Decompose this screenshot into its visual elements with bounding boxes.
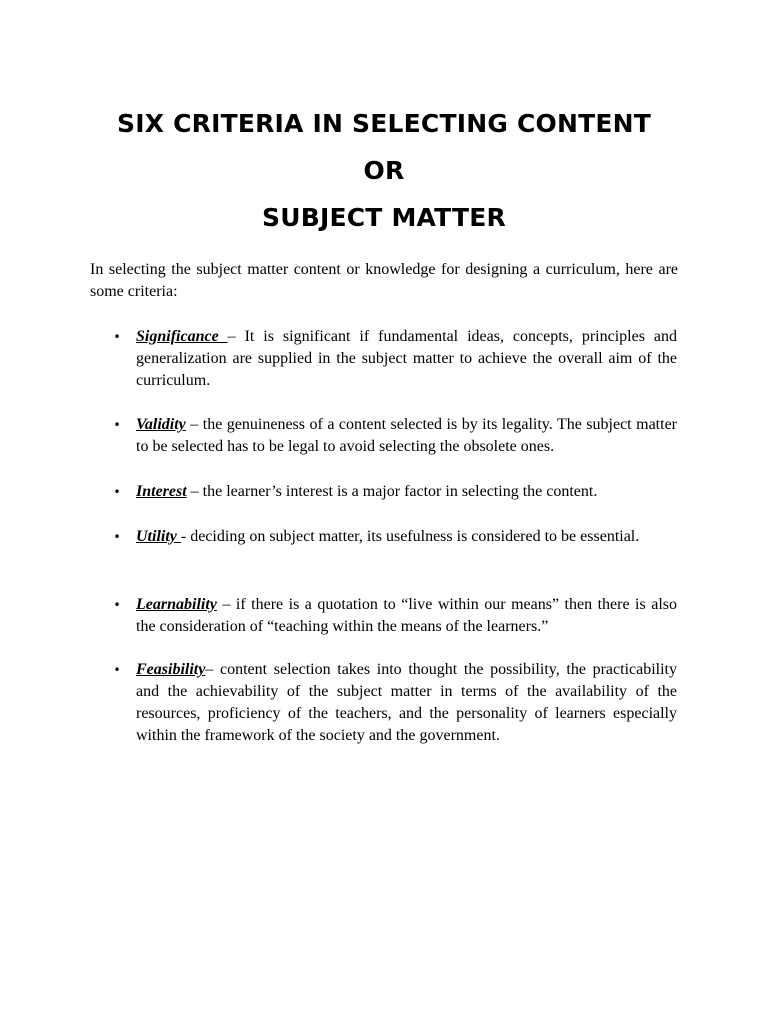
criterion-description: – It is significant if fundamental ideas, concepts, principles and generalization are supplied in the subject matter to achieve the overall aim of the curriculum. — [136, 328, 677, 389]
criterion-interest — [113, 481, 677, 503]
criterion-description: – if there is a quotation to “live within our means” then there is also the consideration of “teaching within the means of the learners.” — [136, 596, 677, 635]
criterion-description: – content selection takes into thought the possibility, the practicability and the achievability of the subject matter in terms of the availability of the resources, proficiency of the teachers, and the personality of learners especially within the framework of the society and the government. — [136, 661, 677, 744]
title-line-3: SUBJECT MATTER — [262, 203, 506, 232]
criterion-term: Interest — [136, 483, 187, 500]
bullet-icon: • — [113, 663, 121, 677]
bullet-icon: • — [113, 418, 121, 432]
title-line-1: SIX CRITERIA IN SELECTING CONTENT — [116, 109, 652, 138]
criterion-significance — [113, 326, 677, 392]
bullet-icon: • — [113, 330, 121, 344]
document-title — [0, 100, 768, 241]
criterion-validity — [113, 414, 677, 458]
criterion-term: Significance — [136, 328, 228, 345]
criterion-description: – the genuineness of a content selected is by its legality. The subject matter to be selected has to be legal to avoid selecting the obsolete ones. — [136, 416, 677, 455]
title-line-2: OR — [363, 156, 405, 185]
criterion-term: Validity — [136, 416, 186, 433]
intro-paragraph: In selecting the subject matter content or knowledge for designing a curriculum, here are some criteria: — [90, 261, 678, 300]
criterion-utility — [113, 526, 677, 548]
criterion-term: Utility — [136, 528, 181, 545]
criterion-term: Learnability — [136, 596, 217, 613]
bullet-icon: • — [113, 598, 121, 612]
criterion-term: Feasibility — [136, 661, 206, 678]
criterion-description: - deciding on subject matter, its usefulness is considered to be essential. — [180, 528, 640, 545]
criterion-feasibility — [113, 659, 677, 747]
bullet-icon: • — [113, 530, 121, 544]
bullet-icon: • — [113, 485, 121, 499]
criterion-learnability — [113, 594, 677, 638]
criterion-description: – the learner’s interest is a major factor in selecting the content. — [186, 483, 598, 500]
